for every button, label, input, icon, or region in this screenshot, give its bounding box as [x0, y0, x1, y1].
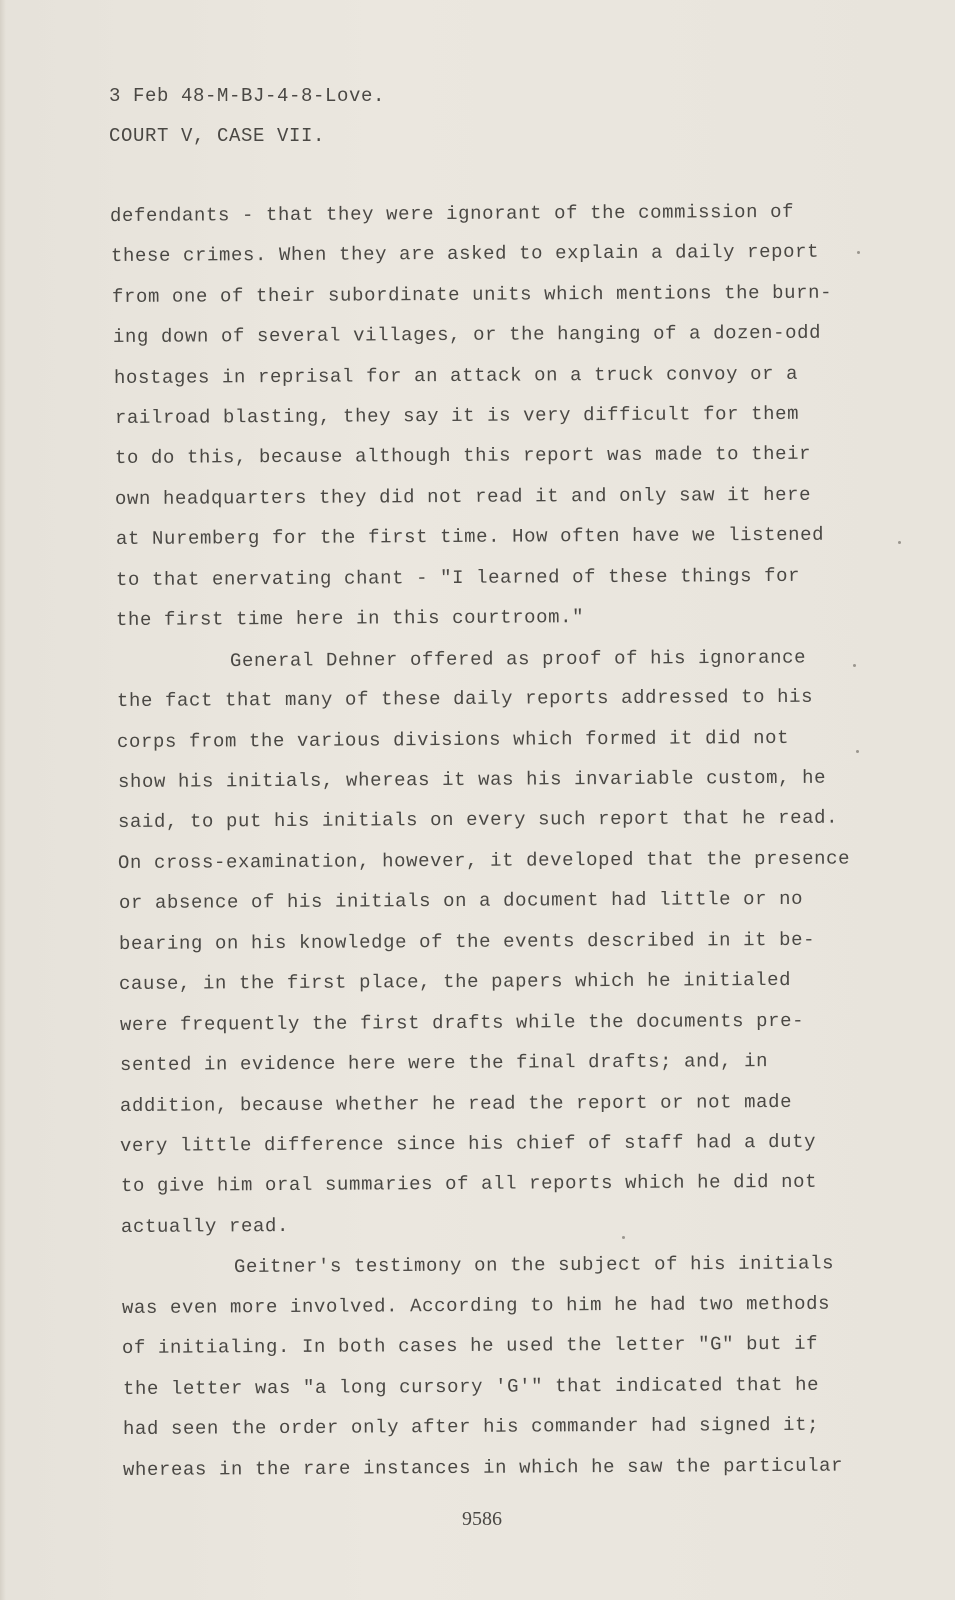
- body-line: said, to put his initials on every such report that he read.: [117, 806, 839, 833]
- body-line: or absence of his initials on a document had little or no: [118, 887, 804, 914]
- body-line: these crimes. When they are asked to explain a daily report: [110, 240, 820, 267]
- paper-speck: [898, 541, 901, 544]
- body-line: to give him oral summaries of all reports which he did not: [120, 1170, 818, 1197]
- body-line: show his initials, whereas it was his invariable custom, he: [117, 766, 827, 793]
- body-line: defendants - that they were ignorant of the commission of: [109, 200, 795, 227]
- body-line: ing down of several villages, or the hanging of a dozen-odd: [112, 321, 822, 348]
- body-line: had seen the order only after his commander had signed it;: [122, 1413, 820, 1440]
- body-line: Geitner's testimony on the subject of his initials: [233, 1252, 835, 1278]
- body-line: General Dehner offered as proof of his ignorance: [229, 646, 807, 672]
- page-number: 9586: [462, 1508, 502, 1530]
- body-line: of initialing. In both cases he used the letter "G" but if: [121, 1332, 819, 1359]
- body-line: bearing on his knowledge of the events described in it be-: [118, 928, 816, 955]
- body-line: the fact that many of these daily reports addressed to his: [116, 685, 814, 712]
- paper-speck: [856, 750, 859, 753]
- body-line: railroad blasting, they say it is very difficult for them: [114, 402, 800, 429]
- body-line: were frequently the first drafts while the documents pre-: [119, 1009, 805, 1036]
- body-line: On cross-examination, however, it developed that the presence: [117, 847, 851, 874]
- body-line: from one of their subordinate units which mentions the burn-: [111, 281, 833, 308]
- body-line: addition, because whether he read the report or not made: [119, 1090, 793, 1117]
- header-line-1: 3 Feb 48-M-BJ-4-8-Love.: [109, 85, 386, 107]
- body-line: hostages in reprisal for an attack on a truck convoy or a: [113, 362, 799, 389]
- paper-speck: [857, 251, 860, 254]
- body-line: own headquarters they did not read it and only saw it here: [114, 483, 812, 510]
- paper-speck: [622, 1236, 625, 1239]
- body-line: very little difference since his chief of staff had a duty: [119, 1130, 817, 1157]
- body-line: at Nuremberg for the first time. How often have we listened: [115, 523, 825, 550]
- body-line: actually read.: [120, 1214, 290, 1238]
- body-line: the letter was "a long cursory 'G'" that indicated that he: [122, 1373, 820, 1400]
- body-line: to do this, because although this report was made to their: [114, 442, 812, 469]
- header-line-2: COURT V, CASE VII.: [109, 125, 326, 147]
- body-line: whereas in the rare instances in which he saw the particular: [122, 1454, 844, 1481]
- body-line: was even more involved. According to him he had two methods: [121, 1292, 831, 1319]
- body-line: the first time here in this courtroom.": [115, 606, 585, 631]
- body-line: sented in evidence here were the final drafts; and, in: [119, 1050, 769, 1076]
- body-line: cause, in the first place, the papers which he initialed: [118, 968, 792, 995]
- body-line: corps from the various divisions which formed it did not: [116, 726, 790, 753]
- body-line: to that enervating chant - "I learned of these things for: [115, 564, 801, 591]
- paper-speck: [853, 664, 856, 667]
